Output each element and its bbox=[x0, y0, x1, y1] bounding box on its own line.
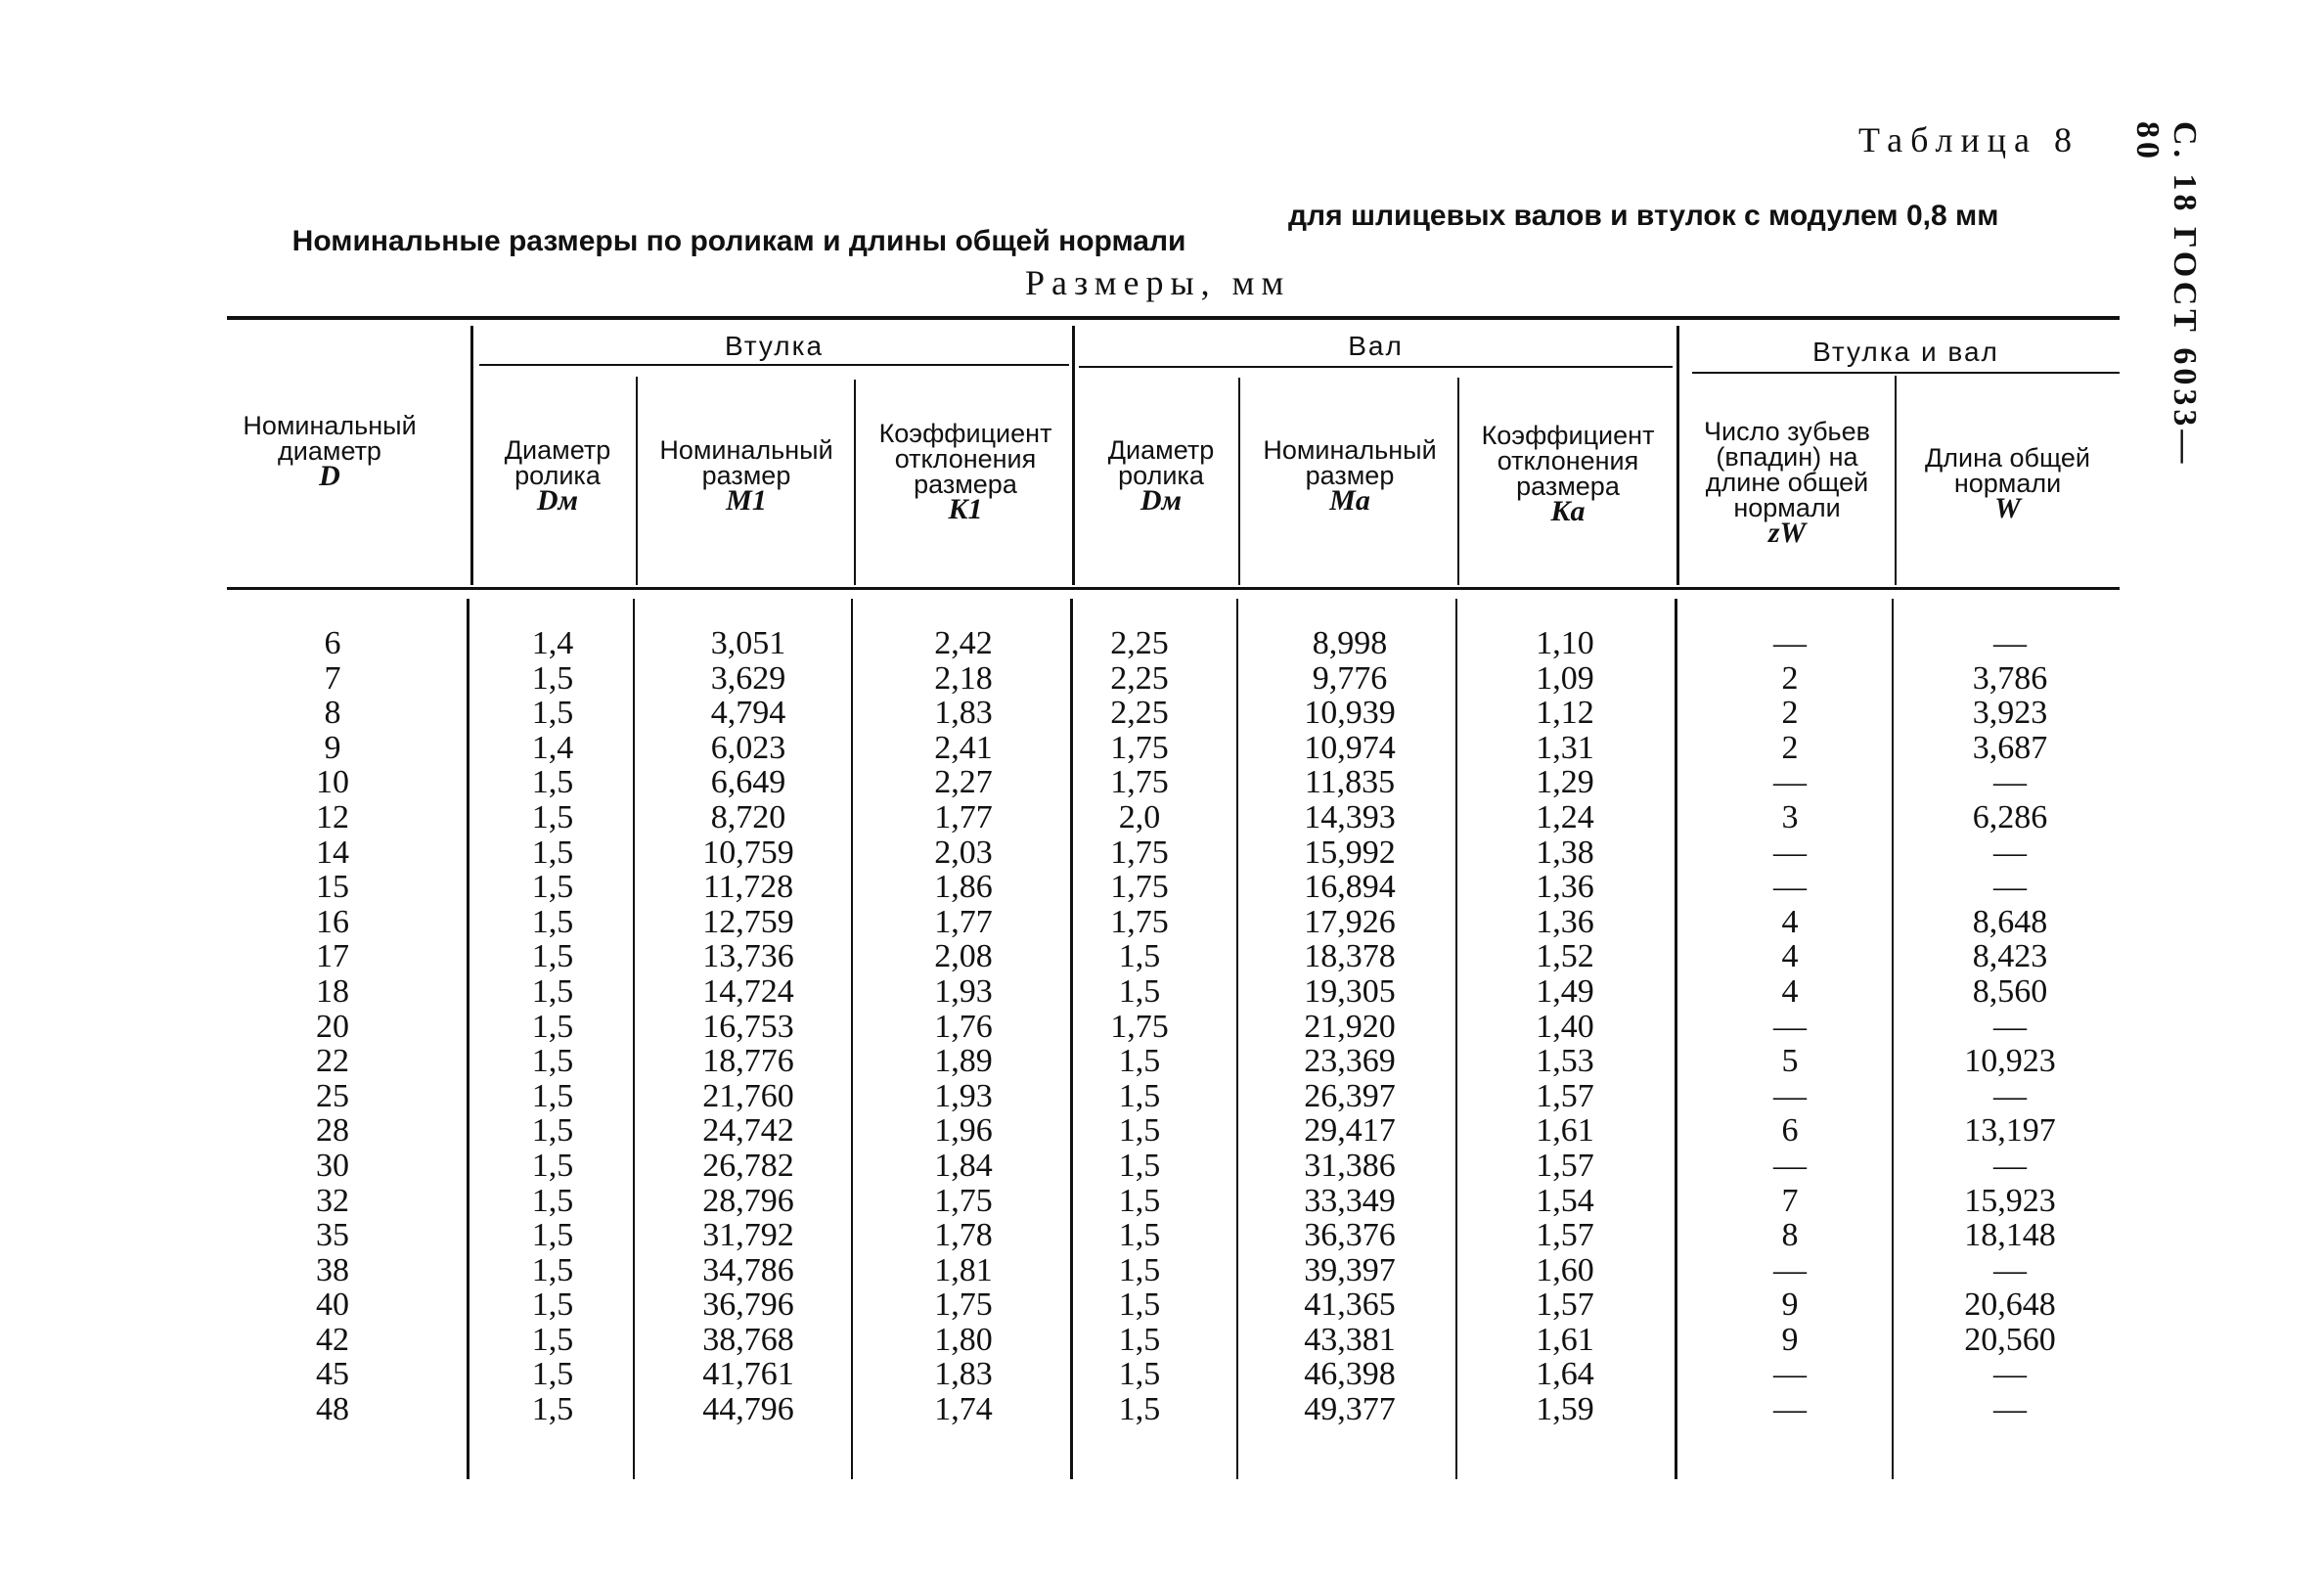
table-cell: 40 bbox=[316, 1286, 349, 1324]
header-symbol: Ka bbox=[1550, 495, 1586, 527]
group-header-shaft: Вал bbox=[1348, 331, 1404, 361]
table-cell: 9 bbox=[1781, 1321, 1799, 1358]
table-cell: 1,5 bbox=[531, 972, 574, 1010]
table-cell: 1,36 bbox=[1536, 903, 1594, 940]
table-cell: — bbox=[1773, 1077, 1807, 1114]
table-cell: 1,5 bbox=[531, 695, 574, 732]
title-part-2: для шлицевых валов и втулок с модулем 0,8 мм bbox=[1288, 200, 1999, 232]
header-nominal-size-ma bbox=[1247, 435, 1452, 517]
table-cell: 1,57 bbox=[1536, 1147, 1594, 1184]
table-cell: 28,796 bbox=[702, 1182, 794, 1219]
table-cell: 3,629 bbox=[710, 659, 786, 697]
col-divider bbox=[1676, 326, 1679, 585]
units-text: Размеры, мм bbox=[1025, 263, 1291, 302]
col-divider bbox=[1457, 378, 1459, 585]
table-cell: 1,80 bbox=[934, 1321, 993, 1358]
header-symbol: K1 bbox=[948, 493, 983, 525]
table-cell: 1,24 bbox=[1536, 798, 1594, 835]
table-cell: 1,5 bbox=[1118, 972, 1161, 1010]
table-cell: 18 bbox=[316, 972, 349, 1010]
table-cell: 41,761 bbox=[702, 1356, 794, 1393]
table-cell: 2 bbox=[1781, 695, 1799, 732]
table-cell: 1,75 bbox=[1110, 729, 1169, 766]
table-cell: 1,10 bbox=[1536, 625, 1594, 661]
table-cell: 45 bbox=[316, 1356, 349, 1393]
table-cell: 1,5 bbox=[531, 1286, 574, 1324]
table-cell: 20,560 bbox=[1964, 1321, 2056, 1358]
table-cell: 34,786 bbox=[702, 1251, 794, 1288]
table-cell: 19,305 bbox=[1304, 972, 1396, 1010]
table-cell: 1,64 bbox=[1536, 1356, 1594, 1393]
table-cell: 11,728 bbox=[702, 869, 794, 906]
table-cell: 1,75 bbox=[934, 1286, 993, 1324]
table-cell: 1,40 bbox=[1536, 1008, 1594, 1045]
table-cell: — bbox=[1993, 834, 2027, 871]
table-cell: 24,742 bbox=[702, 1112, 794, 1150]
table-cell: 1,31 bbox=[1536, 729, 1594, 766]
table-cell: 1,5 bbox=[531, 1217, 574, 1254]
table-cell: 16,894 bbox=[1304, 869, 1396, 906]
page-reference: С. 18 ГОСТ 6033—80 bbox=[2129, 121, 2203, 468]
table-cell: 23,369 bbox=[1304, 1043, 1396, 1080]
header-text: Номинальный размер bbox=[659, 435, 833, 490]
table-cell: 1,77 bbox=[934, 798, 993, 835]
table-cell: 38 bbox=[316, 1251, 349, 1288]
table-cell: 3,051 bbox=[710, 625, 786, 661]
table-cell: 1,5 bbox=[531, 1251, 574, 1288]
table-cell: 1,75 bbox=[1110, 903, 1169, 940]
header-text: Коэффициент отклонения размера bbox=[878, 419, 1052, 499]
table-cell: 1,84 bbox=[934, 1147, 993, 1184]
table-cell: 2,41 bbox=[934, 729, 993, 766]
table-cell: 1,36 bbox=[1536, 869, 1594, 906]
table-cell: 16 bbox=[316, 903, 349, 940]
table-cell: 1,5 bbox=[531, 1077, 574, 1114]
table-cell: 46,398 bbox=[1304, 1356, 1396, 1393]
col-divider bbox=[854, 380, 856, 585]
header-symbol: W bbox=[1994, 492, 2021, 524]
table-cell: 8,720 bbox=[710, 798, 786, 835]
header-text: Диаметр ролика bbox=[504, 435, 611, 490]
table-cell: 1,5 bbox=[531, 1008, 574, 1045]
table-cell: 6 bbox=[324, 625, 341, 661]
table-cell: — bbox=[1773, 1008, 1807, 1045]
column-deviation-ka bbox=[1511, 626, 1619, 1427]
table-cell: 18,148 bbox=[1964, 1217, 2056, 1254]
table-cell: 10,939 bbox=[1304, 695, 1396, 732]
table-cell: 1,38 bbox=[1536, 834, 1594, 871]
col-divider bbox=[851, 599, 853, 1479]
table-cell: 1,5 bbox=[531, 1182, 574, 1219]
table-cell: 1,75 bbox=[934, 1182, 993, 1219]
col-divider bbox=[1892, 599, 1894, 1479]
header-deviation-ka bbox=[1465, 421, 1671, 527]
table-cell: 1,5 bbox=[531, 869, 574, 906]
table-cell: 1,5 bbox=[1118, 1217, 1161, 1254]
table-cell: — bbox=[1773, 1356, 1807, 1393]
col-divider bbox=[1236, 599, 1238, 1479]
table-cell: — bbox=[1773, 764, 1807, 801]
header-symbol: D bbox=[319, 460, 340, 492]
table-cell: 1,5 bbox=[1118, 1251, 1161, 1288]
table-cell: 4,794 bbox=[710, 695, 786, 732]
table-cell: 12 bbox=[316, 798, 349, 835]
table-cell: 9 bbox=[1781, 1286, 1799, 1324]
table-cell: 8,423 bbox=[1972, 938, 2048, 975]
table-cell: — bbox=[1773, 834, 1807, 871]
header-normal-length bbox=[1902, 443, 2113, 524]
col-divider bbox=[1895, 376, 1897, 585]
table-cell: 1,74 bbox=[934, 1391, 993, 1428]
table-cell: 1,5 bbox=[531, 903, 574, 940]
table-cell: 29,417 bbox=[1304, 1112, 1396, 1150]
table-cell: 6,023 bbox=[710, 729, 786, 766]
table-cell: 10,759 bbox=[702, 834, 794, 871]
table-cell: 1,54 bbox=[1536, 1182, 1594, 1219]
table-cell: 9 bbox=[324, 729, 341, 766]
table-cell: 4 bbox=[1781, 972, 1799, 1010]
table-cell: 1,5 bbox=[1118, 1147, 1161, 1184]
table-cell: 8,998 bbox=[1312, 625, 1388, 661]
table-cell: 6,649 bbox=[710, 764, 786, 801]
table-cell: — bbox=[1773, 1251, 1807, 1288]
table-cell: 43,381 bbox=[1304, 1321, 1396, 1358]
table-cell: 14,724 bbox=[702, 972, 794, 1010]
table-cell: 14 bbox=[316, 834, 349, 871]
table-cell: 8 bbox=[324, 695, 341, 732]
header-text: Число зубьев (впадин) на длине общей нормали bbox=[1704, 417, 1870, 522]
table-cell: 1,5 bbox=[531, 1043, 574, 1080]
table-cell: 1,4 bbox=[531, 625, 574, 661]
table-cell: 1,59 bbox=[1536, 1391, 1594, 1428]
table-cell: 6,286 bbox=[1972, 798, 2048, 835]
table-cell: 2,42 bbox=[934, 625, 993, 661]
table-cell: 1,5 bbox=[531, 1321, 574, 1358]
table-cell: 1,57 bbox=[1536, 1286, 1594, 1324]
header-roller-diameter-shaft bbox=[1088, 435, 1234, 517]
table-cell: 1,5 bbox=[1118, 1043, 1161, 1080]
table-cell: 15,992 bbox=[1304, 834, 1396, 871]
table-cell: 8 bbox=[1781, 1217, 1799, 1254]
table-cell: 6 bbox=[1781, 1112, 1799, 1150]
table-cell: 13,197 bbox=[1964, 1112, 2056, 1150]
header-symbol: zW bbox=[1767, 517, 1807, 549]
col-divider bbox=[1072, 326, 1075, 585]
table-cell: — bbox=[1993, 764, 2027, 801]
table-cell: 1,5 bbox=[1118, 1182, 1161, 1219]
table-cell: 8,648 bbox=[1972, 903, 2048, 940]
header-text: Диаметр ролика bbox=[1107, 435, 1215, 490]
table-cell: 21,760 bbox=[702, 1077, 794, 1114]
table-cell: 1,75 bbox=[1110, 764, 1169, 801]
table-cell: 36,376 bbox=[1304, 1217, 1396, 1254]
table-cell: 44,796 bbox=[702, 1391, 794, 1428]
column-nominal-size-m1 bbox=[685, 626, 812, 1427]
table-cell: 1,09 bbox=[1536, 659, 1594, 697]
table-cell: 1,29 bbox=[1536, 764, 1594, 801]
table-cell: 1,52 bbox=[1536, 938, 1594, 975]
column-teeth-count bbox=[1751, 626, 1829, 1427]
table-cell: 1,5 bbox=[1118, 1112, 1161, 1150]
table-cell: 31,386 bbox=[1304, 1147, 1396, 1184]
both-group-rule bbox=[1692, 372, 2120, 374]
table-cell: 20 bbox=[316, 1008, 349, 1045]
table-cell: 1,89 bbox=[934, 1043, 993, 1080]
table-cell: 1,5 bbox=[531, 1112, 574, 1150]
table-cell: 35 bbox=[316, 1217, 349, 1254]
table-cell: 17,926 bbox=[1304, 903, 1396, 940]
column-nominal-size-ma bbox=[1286, 626, 1413, 1427]
table-cell: 1,76 bbox=[934, 1008, 993, 1045]
table-cell: 1,5 bbox=[1118, 1321, 1161, 1358]
table-cell: 32 bbox=[316, 1182, 349, 1219]
table-cell: 7 bbox=[1781, 1182, 1799, 1219]
table-cell: 1,5 bbox=[531, 834, 574, 871]
table-cell: 17 bbox=[316, 938, 349, 975]
table-cell: 4 bbox=[1781, 903, 1799, 940]
table-cell: — bbox=[1993, 869, 2027, 906]
header-text: Номинальный диаметр bbox=[243, 411, 417, 466]
col-divider bbox=[1070, 599, 1073, 1479]
table-cell: 1,57 bbox=[1536, 1217, 1594, 1254]
table-cell: 2,0 bbox=[1118, 798, 1161, 835]
table-cell: 11,835 bbox=[1304, 764, 1396, 801]
table-cell: — bbox=[1773, 1147, 1807, 1184]
col-divider bbox=[636, 377, 638, 585]
table-cell: 1,5 bbox=[1118, 1286, 1161, 1324]
table-cell: 30 bbox=[316, 1147, 349, 1184]
table-cell: 1,5 bbox=[531, 659, 574, 697]
table-cell: 1,86 bbox=[934, 869, 993, 906]
table-cell: 22 bbox=[316, 1043, 349, 1080]
table-cell: 20,648 bbox=[1964, 1286, 2056, 1324]
table-cell: 2,25 bbox=[1110, 625, 1169, 661]
table-cell: 1,53 bbox=[1536, 1043, 1594, 1080]
table-cell: 7 bbox=[324, 659, 341, 697]
header-text: Коэффициент отклонения размера bbox=[1481, 421, 1655, 501]
table-cell: 2,25 bbox=[1110, 695, 1169, 732]
table-cell: 2,27 bbox=[934, 764, 993, 801]
table-cell: 1,49 bbox=[1536, 972, 1594, 1010]
header-symbol: Dм bbox=[1140, 484, 1183, 517]
table-cell: — bbox=[1993, 1147, 2027, 1184]
table-cell: 26,782 bbox=[702, 1147, 794, 1184]
table-cell: 2 bbox=[1781, 659, 1799, 697]
table-cell: 1,93 bbox=[934, 972, 993, 1010]
table-cell: 1,4 bbox=[531, 729, 574, 766]
table-cell: 1,5 bbox=[531, 1391, 574, 1428]
table-cell: 15,923 bbox=[1964, 1182, 2056, 1219]
table-cell: 26,397 bbox=[1304, 1077, 1396, 1114]
table-cell: — bbox=[1993, 1251, 2027, 1288]
header-deviation-k1 bbox=[863, 419, 1068, 525]
header-symbol: M1 bbox=[726, 484, 767, 517]
table-cell: — bbox=[1993, 1356, 2027, 1393]
header-nominal-size-m1 bbox=[644, 435, 849, 517]
header-roller-diameter-bushing bbox=[489, 435, 626, 517]
table-cell: 2,08 bbox=[934, 938, 993, 975]
table-cell: 2,03 bbox=[934, 834, 993, 871]
table-cell: 1,61 bbox=[1536, 1112, 1594, 1150]
table-cell: 18,378 bbox=[1304, 938, 1396, 975]
table-cell: — bbox=[1993, 1391, 2027, 1428]
table-cell: 10,974 bbox=[1304, 729, 1396, 766]
column-normal-length bbox=[1942, 626, 2078, 1427]
col-divider bbox=[1675, 599, 1677, 1479]
table-cell: 1,61 bbox=[1536, 1321, 1594, 1358]
column-roller-diameter-shaft bbox=[1095, 626, 1184, 1427]
table-cell: 49,377 bbox=[1304, 1391, 1396, 1428]
table-cell: 48 bbox=[316, 1391, 349, 1428]
table-cell: 3,687 bbox=[1972, 729, 2048, 766]
table-cell: 41,365 bbox=[1304, 1286, 1396, 1324]
table-cell: 1,83 bbox=[934, 1356, 993, 1393]
table-top-rule bbox=[227, 316, 2120, 320]
table-cell: 1,60 bbox=[1536, 1251, 1594, 1288]
header-symbol: Dм bbox=[536, 484, 579, 517]
table-number-label: Таблица 8 bbox=[1858, 120, 2079, 159]
table-cell: 1,5 bbox=[1118, 1077, 1161, 1114]
table-cell: 1,5 bbox=[531, 798, 574, 835]
table-cell: 39,397 bbox=[1304, 1251, 1396, 1288]
table-cell: — bbox=[1993, 1077, 2027, 1114]
column-roller-diameter-bushing bbox=[509, 626, 597, 1427]
table-cell: — bbox=[1773, 1391, 1807, 1428]
table-cell: — bbox=[1773, 625, 1807, 661]
table-cell: 1,93 bbox=[934, 1077, 993, 1114]
table-cell: 42 bbox=[316, 1321, 349, 1358]
table-cell: 8,560 bbox=[1972, 972, 2048, 1010]
table-cell: 1,96 bbox=[934, 1112, 993, 1150]
table-cell: 1,77 bbox=[934, 903, 993, 940]
header-text: Длина общей нормали bbox=[1924, 443, 2091, 498]
table-cell: — bbox=[1993, 625, 2027, 661]
table-cell: 1,81 bbox=[934, 1251, 993, 1288]
col-divider bbox=[1455, 599, 1457, 1479]
table-cell: 15 bbox=[316, 869, 349, 906]
table-cell: 13,736 bbox=[702, 938, 794, 975]
table-cell: 25 bbox=[316, 1077, 349, 1114]
table-cell: 18,776 bbox=[702, 1043, 794, 1080]
header-teeth-count bbox=[1684, 417, 1890, 549]
col-divider bbox=[1238, 378, 1240, 585]
table-cell: 33,349 bbox=[1304, 1182, 1396, 1219]
col-divider bbox=[467, 599, 469, 1479]
table-cell: 3,786 bbox=[1972, 659, 2048, 697]
table-cell: 10 bbox=[316, 764, 349, 801]
header-symbol: Ma bbox=[1329, 484, 1370, 517]
table-cell: 31,792 bbox=[702, 1217, 794, 1254]
table-cell: 9,776 bbox=[1312, 659, 1388, 697]
column-deviation-k1 bbox=[910, 626, 1017, 1427]
table-cell: 28 bbox=[316, 1112, 349, 1150]
table-cell: 1,5 bbox=[1118, 938, 1161, 975]
table-cell: 36,796 bbox=[702, 1286, 794, 1324]
header-bottom-rule bbox=[227, 587, 2120, 590]
group-header-both: Втулка и вал bbox=[1812, 337, 1999, 367]
header-text: Номинальный размер bbox=[1263, 435, 1437, 490]
table-cell: — bbox=[1993, 1008, 2027, 1045]
table-cell: 4 bbox=[1781, 938, 1799, 975]
table-cell: 1,83 bbox=[934, 695, 993, 732]
table-cell: 1,5 bbox=[531, 938, 574, 975]
header-nominal-diameter bbox=[227, 411, 432, 492]
table-cell: 1,5 bbox=[531, 1356, 574, 1393]
table-cell: 3 bbox=[1781, 798, 1799, 835]
table-cell: 10,923 bbox=[1964, 1043, 2056, 1080]
table-cell: 1,5 bbox=[1118, 1391, 1161, 1428]
table-cell: 1,75 bbox=[1110, 1008, 1169, 1045]
table-cell: 1,5 bbox=[1118, 1356, 1161, 1393]
table-cell: 1,57 bbox=[1536, 1077, 1594, 1114]
table-cell: 16,753 bbox=[702, 1008, 794, 1045]
table-cell: 2 bbox=[1781, 729, 1799, 766]
table-cell: 38,768 bbox=[702, 1321, 794, 1358]
column-nominal-diameter bbox=[284, 626, 381, 1427]
table-cell: 1,78 bbox=[934, 1217, 993, 1254]
table-cell: 1,75 bbox=[1110, 869, 1169, 906]
table-cell: 5 bbox=[1781, 1043, 1799, 1080]
title-part-1: Номинальные размеры по роликам и длины общей нормали bbox=[291, 225, 1186, 257]
col-divider bbox=[470, 326, 473, 585]
table-cell: 21,920 bbox=[1304, 1008, 1396, 1045]
table-cell: 1,12 bbox=[1536, 695, 1594, 732]
table-cell: 12,759 bbox=[702, 903, 794, 940]
table-cell: 2,25 bbox=[1110, 659, 1169, 697]
table-cell: 2,18 bbox=[934, 659, 993, 697]
bushing-group-rule bbox=[479, 364, 1069, 366]
table-cell: — bbox=[1773, 869, 1807, 906]
group-header-bushing: Втулка bbox=[724, 331, 825, 361]
table-cell: 1,75 bbox=[1110, 834, 1169, 871]
table-cell: 1,5 bbox=[531, 764, 574, 801]
col-divider bbox=[633, 599, 635, 1479]
table-cell: 1,5 bbox=[531, 1147, 574, 1184]
table-cell: 3,923 bbox=[1972, 695, 2048, 732]
shaft-group-rule bbox=[1079, 366, 1673, 368]
table-cell: 14,393 bbox=[1304, 798, 1396, 835]
